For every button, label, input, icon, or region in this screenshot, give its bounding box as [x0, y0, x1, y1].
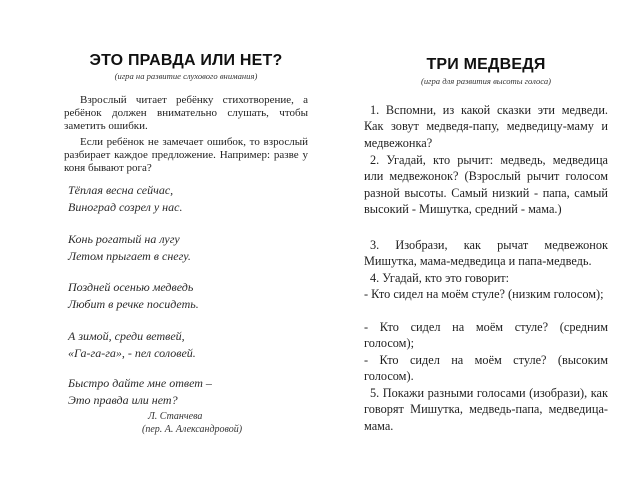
exercise-item-4: 4. Угадай, кто это говорит:: [370, 271, 510, 285]
exercise-subitem: - Кто сидел на моём стуле? (низким голосом);: [364, 287, 604, 301]
exercise-item-2: 2. Угадай, кто рычит: медведь, медведица или медвежонок? (Взрослый рычит голосом разной высоты. Самый низкий - папа, самый высокий - Мишутка, средний - мама.): [364, 153, 608, 217]
poem-line: Быстро дайте мне ответ –: [68, 376, 212, 390]
poem-stanza: [68, 279, 308, 313]
right-title: ТРИ МЕДВЕДЯ: [426, 56, 546, 73]
exercise-item-5: 5. Покажи разными голосами (изобрази), как говорят Мишутка, медведь-папа, медведица-мама.: [364, 386, 608, 433]
poem-line: Любит в речке посидеть.: [68, 297, 199, 311]
poem-stanza: [68, 375, 308, 409]
poem-line: Конь рогатый на лугу: [68, 232, 180, 246]
left-intro-paragraph-2: Если ребёнок не замечает ошибок, то взрослый разбирает каждое предложение. Например: разве у коня бывают рога?: [64, 136, 308, 174]
left-subtitle: (игра на развитие слухового внимания): [114, 71, 258, 81]
poem-stanza: [68, 182, 308, 216]
poem-line: Поздней осенью медведь: [68, 280, 194, 294]
poem-stanza: [68, 328, 308, 362]
poem-author: Л. Станчева: [148, 411, 203, 422]
poem-line: Тёплая весна сейчас,: [68, 183, 174, 197]
poem-translator: (пер. А. Александровой): [142, 424, 243, 435]
right-subtitle: (игра для развития высоты голоса): [420, 76, 552, 86]
poem-line: А зимой, среди ветвей,: [68, 329, 185, 343]
exercise-item-1: 1. Вспомни, из какой сказки эти медведи. Как зовут медведя-папу, медведицу-маму и медвежонка?: [364, 103, 608, 150]
poem-line: Это правда или нет?: [68, 393, 178, 407]
left-title: ЭТО ПРАВДА ИЛИ НЕТ?: [89, 52, 283, 69]
exercise-subitem: - Кто сидел на моём стуле? (средним голосом);: [364, 320, 608, 351]
left-intro-paragraph-1: Взрослый читает ребёнку стихотворение, а ребёнок должен внимательно слушать, чтобы заметить ошибки.: [64, 94, 308, 132]
poem-line: «Га-га-га», - пел соловей.: [68, 346, 196, 360]
poem-stanza: [68, 231, 308, 265]
exercise-item-3: 3. Изобрази, как рычат медвежонок Мишутка, мама-медведица и папа-медведь.: [364, 238, 608, 269]
exercise-subitem: - Кто сидел на моём стуле? (высоким голосом).: [364, 353, 608, 384]
poem-line: Виноград созрел у нас.: [68, 200, 183, 214]
poem-line: Летом прыгает в снегу.: [68, 249, 191, 263]
